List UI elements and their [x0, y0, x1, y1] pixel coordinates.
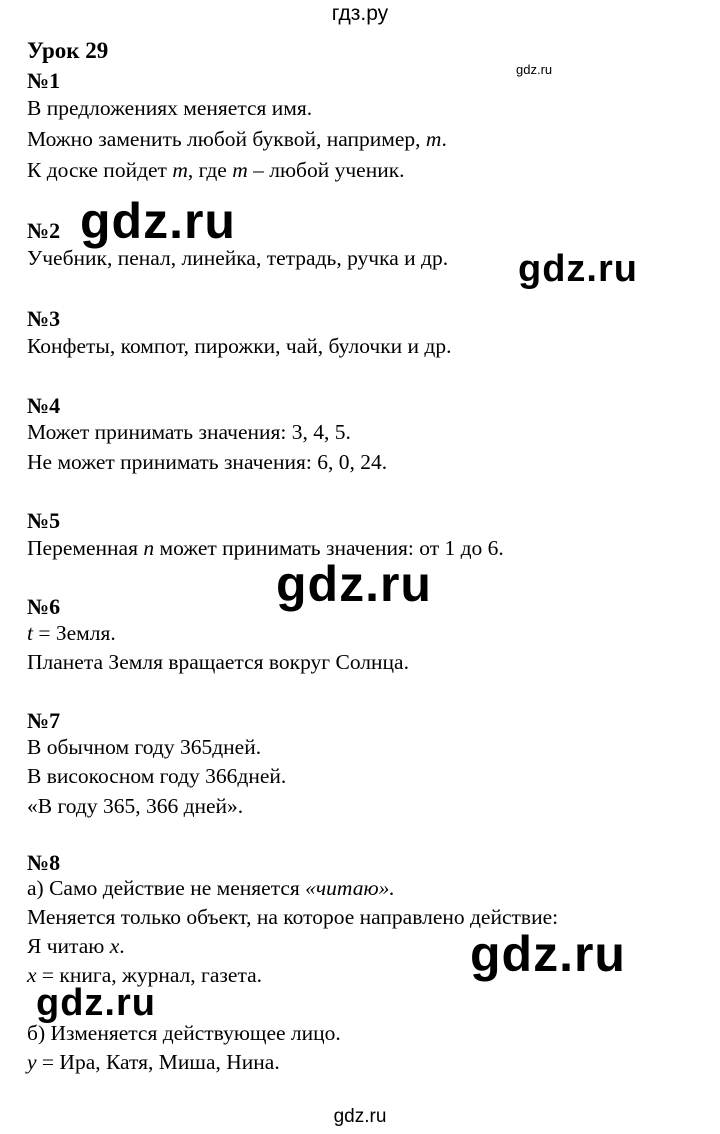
text: К доске пойдет — [27, 158, 173, 182]
watermark-gdz: gdz.ru — [518, 248, 638, 290]
italic-quote: «читаю». — [305, 876, 395, 900]
watermark-small: gdz.ru — [516, 62, 553, 77]
task-6-line-2: Планета Земля вращается вокруг Солнца. — [27, 650, 409, 674]
lesson-title: Урок 29 — [27, 38, 109, 63]
task-8-label: №8 — [27, 850, 61, 875]
variable-m: m — [425, 127, 442, 151]
variable-x: x — [109, 934, 120, 958]
watermark-gdz: gdz.ru — [276, 556, 432, 612]
task-7-line-2: В високосном году 366дней. — [27, 764, 287, 788]
task-1-line-2 — [27, 127, 447, 152]
variable-m: m — [172, 158, 188, 182]
text: . — [441, 127, 447, 151]
text: , где — [187, 158, 233, 182]
task-8-line-6 — [27, 1050, 280, 1075]
footer-watermark: gdz.ru — [333, 1106, 387, 1127]
task-7-label: №7 — [27, 708, 61, 733]
text: = книга, журнал, газета. — [36, 963, 263, 987]
text: = Земля. — [32, 621, 116, 645]
task-5-label: №5 — [27, 508, 61, 533]
text: Можно заменить любой буквой, например, — [27, 127, 426, 151]
task-2-label: №2 — [27, 218, 61, 243]
task-4-line-2: Не может принимать значения: 6, 0, 24. — [27, 450, 388, 474]
variable-x: x — [27, 963, 37, 987]
text: а) Само действие не меняется — [27, 876, 306, 900]
variable-y: y — [27, 1050, 37, 1074]
variable-n: n — [143, 536, 155, 560]
task-7-line-3: «В году 365, 366 дней». — [27, 794, 244, 818]
task-8-line-2: Меняется только объект, на которое направлено действие: — [27, 905, 559, 929]
task-6-line-1 — [27, 621, 116, 646]
task-6-label: №6 — [27, 594, 61, 619]
text: – любой ученик. — [247, 158, 405, 182]
task-8-line-3 — [27, 934, 125, 959]
task-2-line-1: Учебник, пенал, линейка, тетрадь, ручка и др. — [27, 246, 449, 270]
task-3-label: №3 — [27, 306, 61, 331]
task-1-line-3 — [27, 158, 405, 183]
watermark-gdz: gdz.ru — [80, 193, 236, 249]
text: . — [119, 934, 125, 958]
task-8-line-1 — [27, 876, 395, 901]
task-7-line-1: В обычном году 365дней. — [27, 735, 262, 759]
text: = Ира, Катя, Миша, Нина. — [36, 1050, 280, 1074]
task-1-line-1: В предложениях меняется имя. — [27, 96, 313, 120]
task-5-line-1 — [27, 536, 504, 561]
text: Переменная — [27, 536, 144, 560]
task-8-line-5: б) Изменяется действующее лицо. — [27, 1021, 341, 1045]
task-4-label: №4 — [27, 393, 61, 418]
task-1-label: №1 — [27, 68, 61, 93]
variable-m: m — [232, 158, 248, 182]
task-4-line-1: Может принимать значения: 3, 4, 5. — [27, 420, 351, 444]
text: Я читаю — [27, 934, 110, 958]
watermark-gdz: gdz.ru — [470, 926, 626, 982]
text: может принимать значения: от 1 до 6. — [154, 536, 504, 560]
site-name: гдз.ру — [331, 2, 389, 25]
variable-t: t — [27, 621, 33, 645]
task-3-line-1: Конфеты, компот, пирожки, чай, булочки и др. — [27, 334, 452, 358]
watermark-gdz: gdz.ru — [36, 982, 156, 1024]
